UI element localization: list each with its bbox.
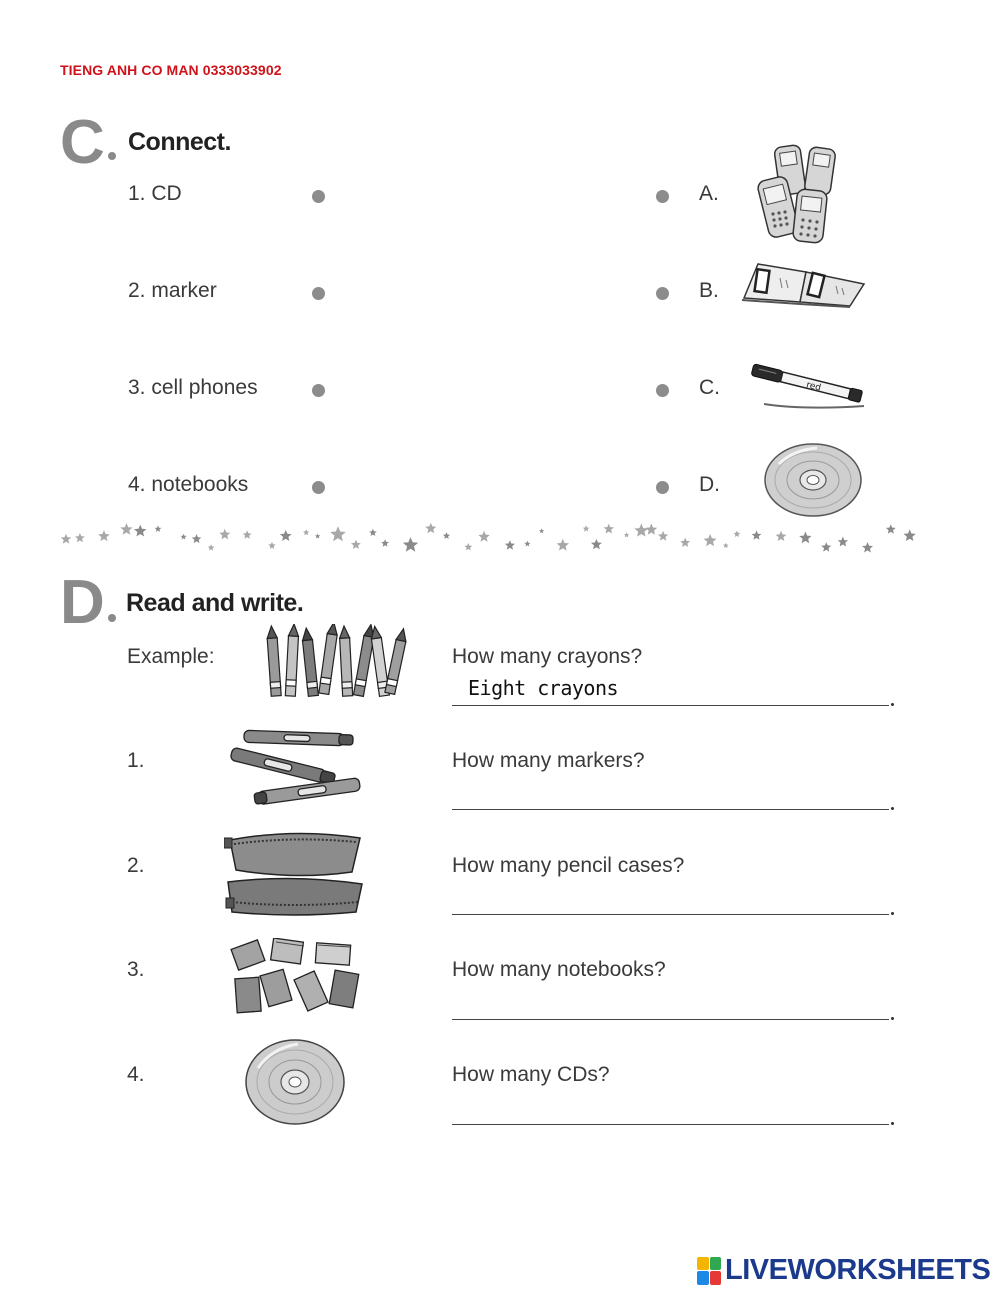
section-c-dot — [108, 152, 116, 160]
question-2: How many pencil cases? — [452, 854, 685, 877]
divider-star-36 — [704, 534, 717, 546]
divider-star-21 — [443, 532, 450, 539]
connect-left-item-1: 1. CD — [128, 182, 182, 205]
answer-example-text: Eight crayons — [468, 676, 619, 700]
divider-star-24 — [505, 540, 515, 550]
connect-right-label-c: C. — [699, 376, 720, 399]
connect-left-dot-4[interactable] — [312, 481, 325, 494]
divider-star-35 — [680, 538, 690, 547]
liveworksheets-text: LIVEWORKSHEETS — [725, 1254, 991, 1286]
divider-star-40 — [776, 531, 787, 541]
cd-row-icon — [244, 1038, 346, 1126]
connect-right-dot-b[interactable] — [656, 287, 669, 300]
pencil-cases-icon — [224, 830, 366, 918]
divider-star-38 — [734, 531, 741, 538]
connect-right-label-d: D. — [699, 473, 720, 496]
connect-left-item-2: 2. marker — [128, 279, 217, 302]
divider-star-46 — [904, 529, 916, 541]
section-c-title: Connect. — [128, 128, 231, 156]
section-d-title: Read and write. — [126, 589, 304, 617]
liveworksheets-logo-icon — [697, 1257, 721, 1285]
divider-star-2 — [98, 530, 110, 541]
answer-period-1 — [891, 807, 894, 810]
divider-star-32 — [634, 524, 648, 537]
divider-star-37 — [723, 543, 729, 548]
notebooks-icon — [740, 258, 868, 308]
divider-star-25 — [524, 541, 530, 547]
divider-star-23 — [478, 531, 490, 542]
divider-star-13 — [303, 529, 309, 535]
connect-right-dot-a[interactable] — [656, 190, 669, 203]
star-divider — [60, 518, 940, 563]
answer-line-example — [452, 705, 889, 706]
answer-line-3[interactable] — [452, 1019, 889, 1020]
divider-star-8 — [208, 544, 215, 550]
markers-icon — [224, 726, 366, 808]
answer-period-3 — [891, 1017, 894, 1020]
divider-star-3 — [120, 523, 132, 535]
divider-star-43 — [838, 537, 848, 547]
divider-star-29 — [591, 539, 602, 549]
divider-star-6 — [181, 534, 187, 540]
connect-left-item-3: 3. cell phones — [128, 376, 258, 399]
connect-right-label-a: A. — [699, 182, 719, 205]
marker-red-label: red — [805, 380, 822, 394]
divider-star-19 — [403, 537, 418, 552]
divider-star-39 — [752, 530, 762, 539]
divider-star-30 — [604, 524, 614, 534]
divider-star-44 — [862, 542, 873, 553]
divider-star-22 — [464, 543, 472, 550]
divider-star-34 — [658, 531, 668, 541]
divider-star-12 — [280, 530, 292, 541]
divider-star-5 — [155, 525, 162, 532]
header-note: TIENG ANH CO MAN 0333033902 — [60, 62, 282, 78]
notebooks-group-icon — [226, 938, 366, 1016]
read-row-label-4: 4. — [127, 1063, 145, 1086]
question-3: How many notebooks? — [452, 958, 666, 981]
answer-period-4 — [891, 1122, 894, 1125]
divider-star-1 — [75, 533, 85, 542]
connect-left-item-4: 4. notebooks — [128, 473, 249, 496]
marker-icon — [744, 360, 876, 414]
connect-left-dot-3[interactable] — [312, 384, 325, 397]
divider-star-41 — [799, 532, 811, 544]
section-d-letter: D — [60, 568, 103, 637]
divider-star-15 — [330, 526, 346, 541]
divider-star-10 — [243, 530, 252, 538]
divider-star-31 — [624, 532, 630, 537]
read-row-label-2: 2. — [127, 854, 145, 877]
connect-right-dot-d[interactable] — [656, 481, 669, 494]
section-d-dot — [108, 614, 116, 622]
cell-phones-icon — [755, 142, 850, 247]
cd-icon — [763, 442, 863, 518]
question-1: How many markers? — [452, 749, 645, 772]
read-row-label-1: 1. — [127, 749, 145, 772]
divider-star-16 — [351, 540, 361, 549]
divider-star-20 — [425, 523, 436, 534]
connect-left-dot-1[interactable] — [312, 190, 325, 203]
divider-star-4 — [134, 525, 146, 537]
divider-star-45 — [886, 524, 896, 533]
divider-star-14 — [315, 534, 320, 539]
crayons-icon — [262, 624, 407, 702]
connect-right-label-b: B. — [699, 279, 719, 302]
liveworksheets-brand[interactable] — [697, 1254, 990, 1287]
answer-line-2[interactable] — [452, 914, 889, 915]
question-4: How many CDs? — [452, 1063, 610, 1086]
divider-star-9 — [219, 529, 230, 540]
connect-left-dot-2[interactable] — [312, 287, 325, 300]
answer-line-4[interactable] — [452, 1124, 889, 1125]
divider-star-28 — [583, 525, 590, 531]
divider-star-42 — [821, 542, 831, 552]
read-row-label-3: 3. — [127, 958, 145, 981]
divider-star-7 — [192, 534, 202, 543]
divider-star-18 — [381, 539, 389, 547]
divider-star-27 — [557, 539, 569, 551]
question-example: How many crayons? — [452, 645, 643, 668]
divider-star-11 — [268, 542, 276, 549]
section-c-letter: C — [60, 108, 103, 177]
divider-star-0 — [61, 534, 71, 544]
connect-right-dot-c[interactable] — [656, 384, 669, 397]
read-row-label-example: Example: — [127, 645, 215, 668]
divider-star-17 — [369, 529, 377, 536]
divider-star-33 — [645, 524, 657, 535]
answer-line-1[interactable] — [452, 809, 889, 810]
divider-star-26 — [539, 528, 544, 533]
answer-period-example — [891, 703, 894, 706]
answer-period-2 — [891, 912, 894, 915]
